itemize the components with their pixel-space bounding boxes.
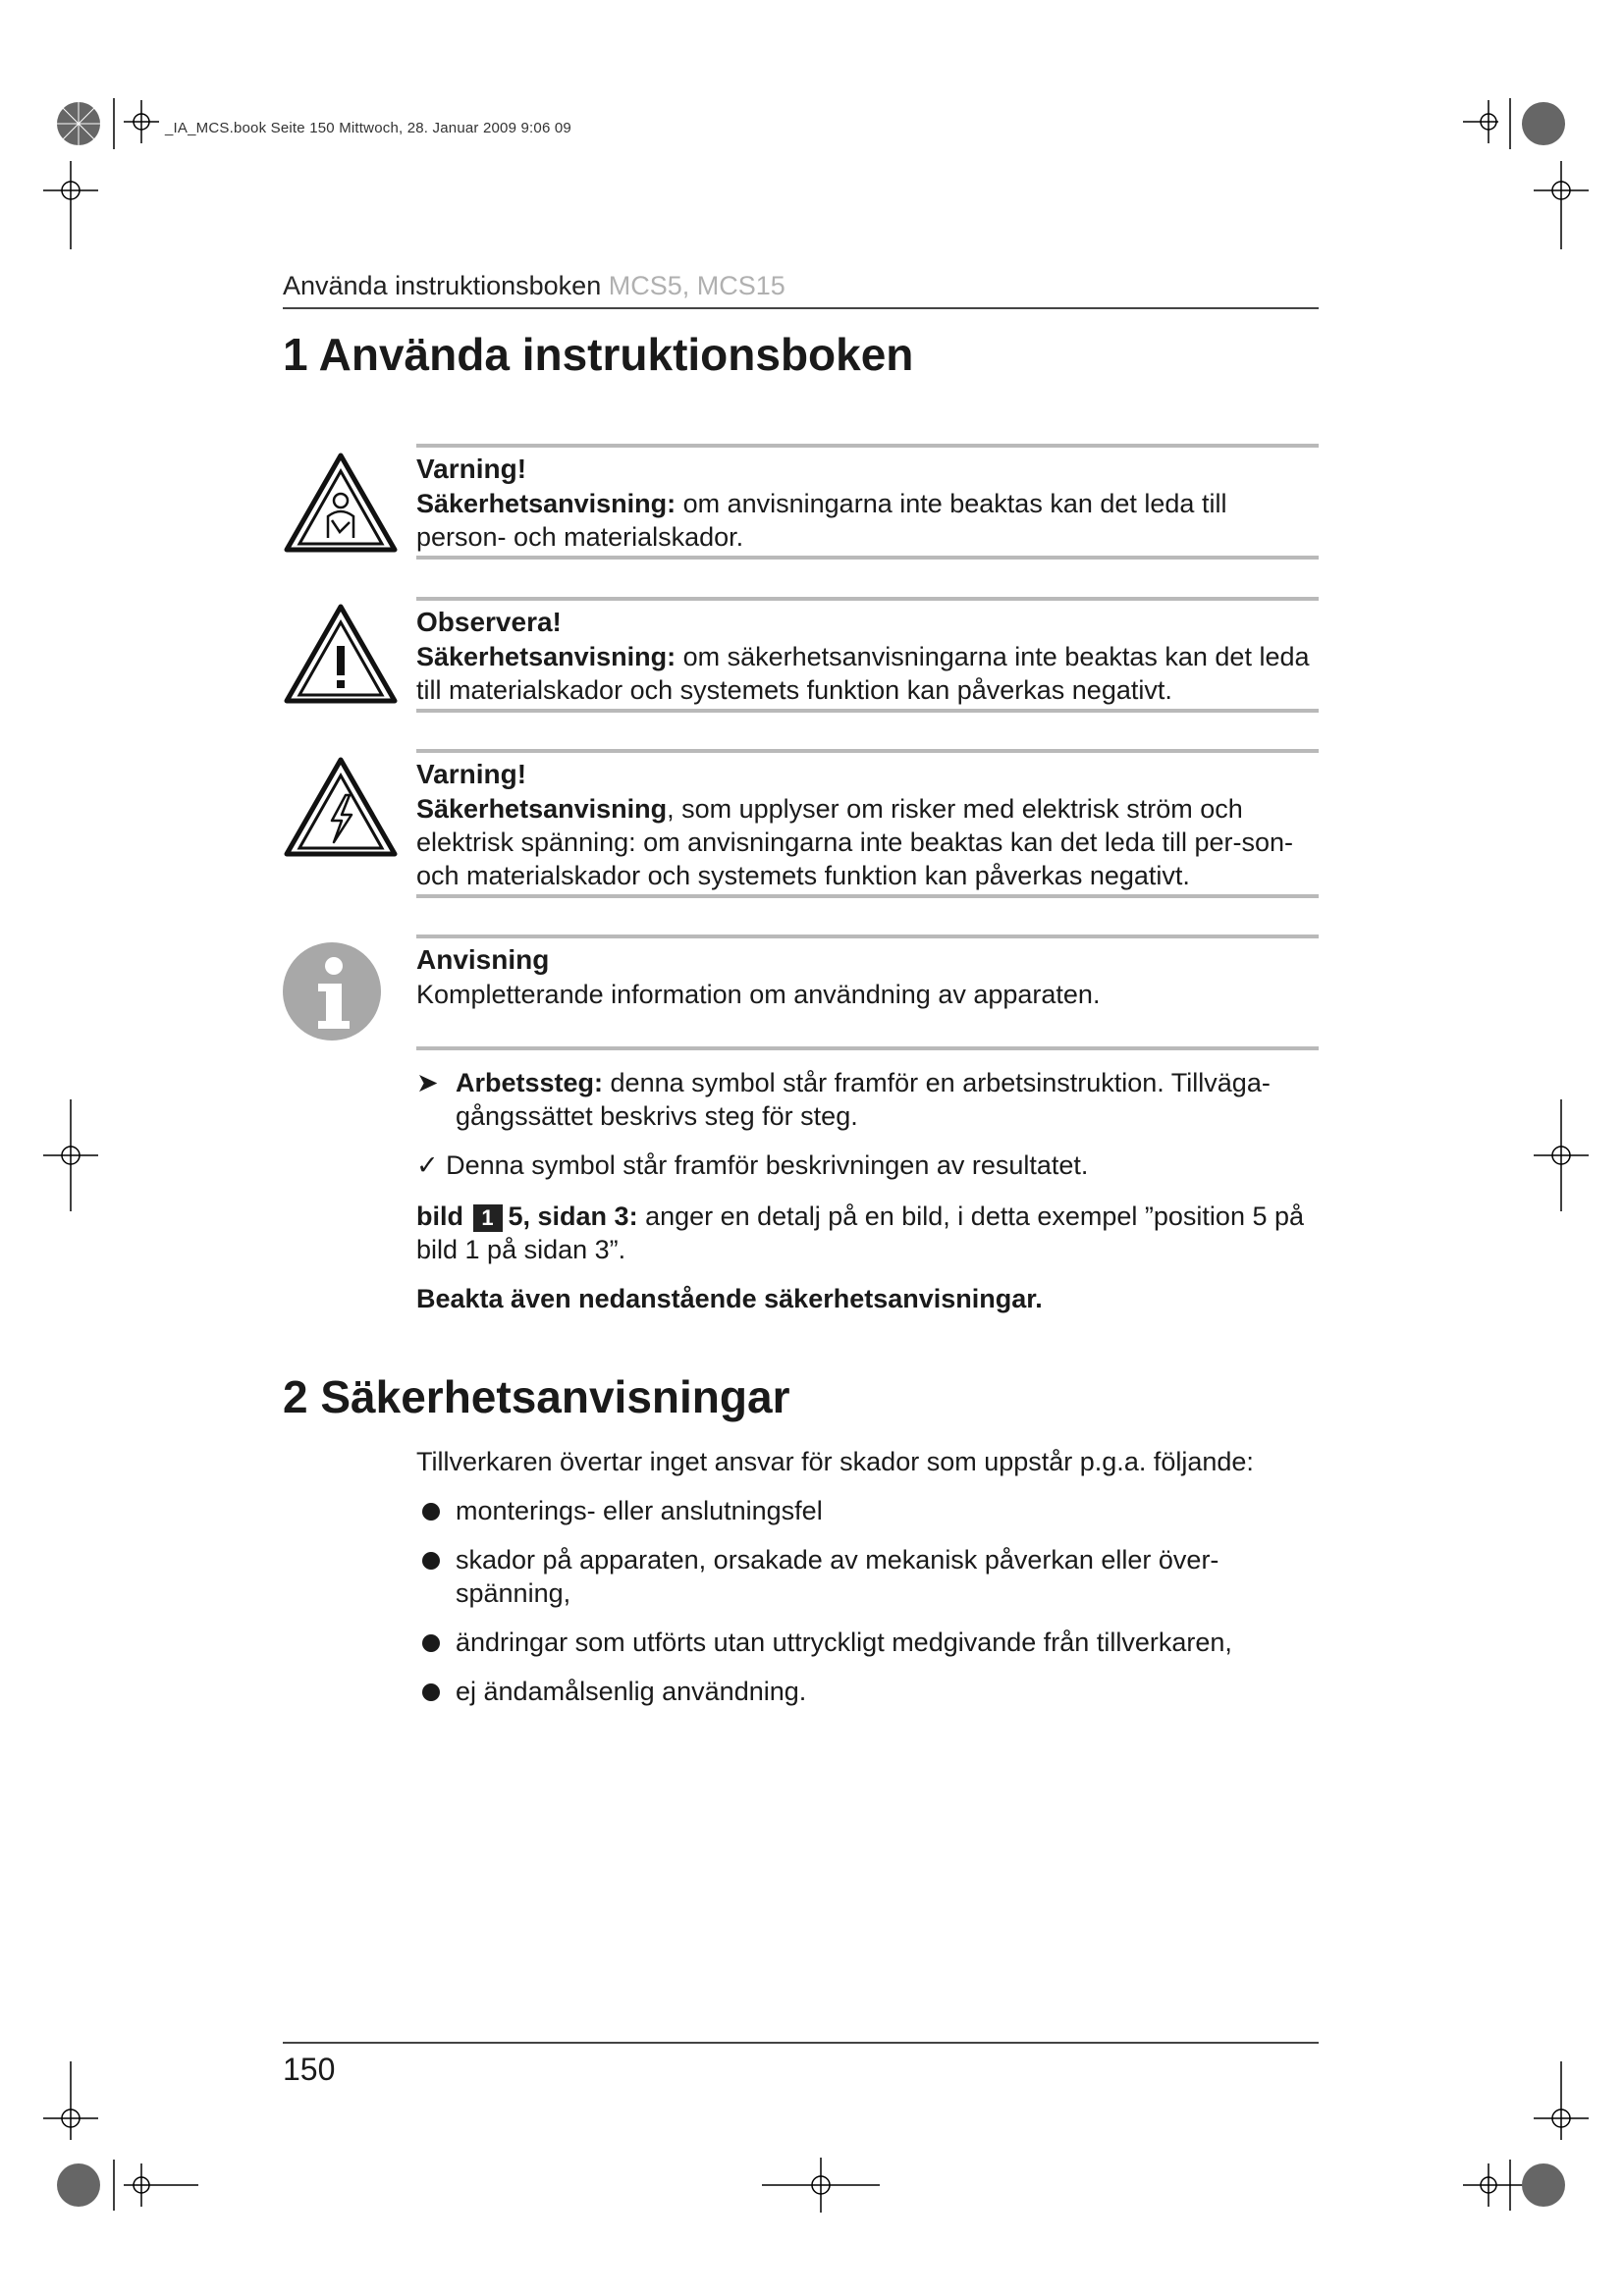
page-number: 150: [283, 2052, 336, 2087]
crosshair-mark-mid-right: [1534, 1099, 1589, 1211]
section-2-heading: 2 Säkerhetsanvisningar: [283, 1371, 790, 1422]
crosshair-mark-top-right: [1534, 161, 1589, 249]
notice-rule-bottom: [416, 1046, 1319, 1050]
checkmark-icon: ✓: [416, 1150, 439, 1180]
notice-label: Säkerhetsanvisning:: [416, 489, 677, 518]
step-label: Arbetssteg:: [456, 1068, 604, 1097]
crosshair-mark-mid-left: [43, 1099, 98, 1211]
notice-title: Anvisning: [416, 944, 550, 975]
section-2-intro: Tillverkaren övertar inget ansvar för skador som uppstår p.g.a. följande:: [416, 1447, 1254, 1476]
notice-text: [416, 978, 1319, 1011]
notice-label: Säkerhetsanvisning:: [416, 642, 677, 671]
registration-mark-top-right: [1463, 94, 1571, 153]
figure-ref-text: anger en detalj på en bild, i detta exempel ”position 5 på bild 1 på sidan 3”.: [416, 1201, 1305, 1264]
figure-ref-label: bild: [416, 1201, 463, 1231]
notice-rule-top: [416, 444, 1319, 448]
result-text: Denna symbol står framför beskrivningen av resultatet.: [438, 1150, 1089, 1180]
info-icon: [281, 940, 383, 1042]
bullet-icon: [422, 1552, 440, 1570]
bullet-icon: [422, 1503, 440, 1521]
notice-rule-top: [416, 934, 1319, 938]
notice-title: Varning!: [416, 759, 527, 789]
notice-rule-top: [416, 749, 1319, 753]
arrow-icon: ➤: [416, 1068, 439, 1097]
registration-mark-bottom-right: [1414, 2156, 1571, 2215]
running-header-models: MCS5, MCS15: [608, 271, 785, 300]
figure-reference: [416, 1200, 1319, 1266]
footer-rule: [283, 2042, 1319, 2044]
notice-title: Varning!: [416, 454, 527, 484]
print-info-line: _IA_MCS.book Seite 150 Mittwoch, 28. Januar 2009 9:06 09: [165, 120, 571, 136]
step-instruction: [416, 1066, 1358, 1133]
step-text: denna symbol står framför en arbetsinstruktion. Tillväga-gångssättet beskrivs steg för steg.: [456, 1068, 1271, 1131]
crosshair-mark-bottom-right: [1534, 2061, 1589, 2160]
safety-note: [416, 1282, 1319, 1315]
crosshair-mark-top-left: [43, 161, 98, 249]
notice-rule-top: [416, 597, 1319, 601]
electric-warning-icon: [283, 756, 399, 858]
notice-title: Observera!: [416, 607, 562, 637]
bullet-icon: [422, 1683, 440, 1701]
notice-rule-bottom: [416, 556, 1319, 560]
notice-label: Säkerhetsanvisning: [416, 794, 668, 824]
list-item-text: ej ändamålsenlig användning.: [456, 1677, 807, 1706]
registration-mark-bottom-left: [51, 2156, 208, 2215]
crosshair-mark-bottom-center: [762, 2150, 880, 2218]
section-1-heading: 1 Använda instruktionsboken: [283, 329, 914, 380]
notice-rule-bottom: [416, 709, 1319, 713]
notice-body: om anvisningarna inte beaktas kan det leda till person- och materialskador.: [416, 489, 1227, 552]
registration-mark-top-left: [51, 94, 159, 153]
safety-note-text: Beakta även nedanstående säkerhetsanvisningar.: [416, 1284, 1043, 1313]
caution-exclamation-icon: [283, 603, 399, 705]
running-header-title: Använda instruktionsboken: [283, 271, 602, 300]
notice-body: om säkerhetsanvisningarna inte beaktas kan det leda till materialskador och systemets funktion kan påverkas negativt.: [416, 642, 1310, 705]
list-item-text: skador på apparaten, orsakade av mekanisk påverkan eller över-spänning,: [456, 1545, 1219, 1608]
list-item-text: ändringar som utförts utan uttryckligt medgivande från tillverkaren,: [456, 1628, 1232, 1657]
notice-text: [416, 640, 1319, 707]
notice-rule-bottom: [416, 894, 1319, 898]
result-line: [416, 1148, 1319, 1182]
notice-body: , som upplyser om risker med elektrisk ström och elektrisk spänning: om anvisningarna inte beaktas kan det leda till per-son- och materialskador och systemets funktion kan påverkas negativt.: [416, 794, 1294, 890]
header-rule: [283, 307, 1319, 309]
warning-person-icon: [283, 452, 399, 554]
figure-number-badge: 1: [473, 1204, 503, 1232]
notice-text: [416, 487, 1319, 554]
list-item-text: monterings- eller anslutningsfel: [456, 1496, 823, 1525]
bullet-icon: [422, 1634, 440, 1652]
running-header: [283, 271, 785, 301]
figure-ref-position: 5, sidan 3:: [508, 1201, 638, 1231]
notice-text: [416, 792, 1319, 892]
crosshair-mark-bottom-left: [43, 2061, 98, 2160]
notice-body: Kompletterande information om användning av apparaten.: [416, 980, 1101, 1009]
